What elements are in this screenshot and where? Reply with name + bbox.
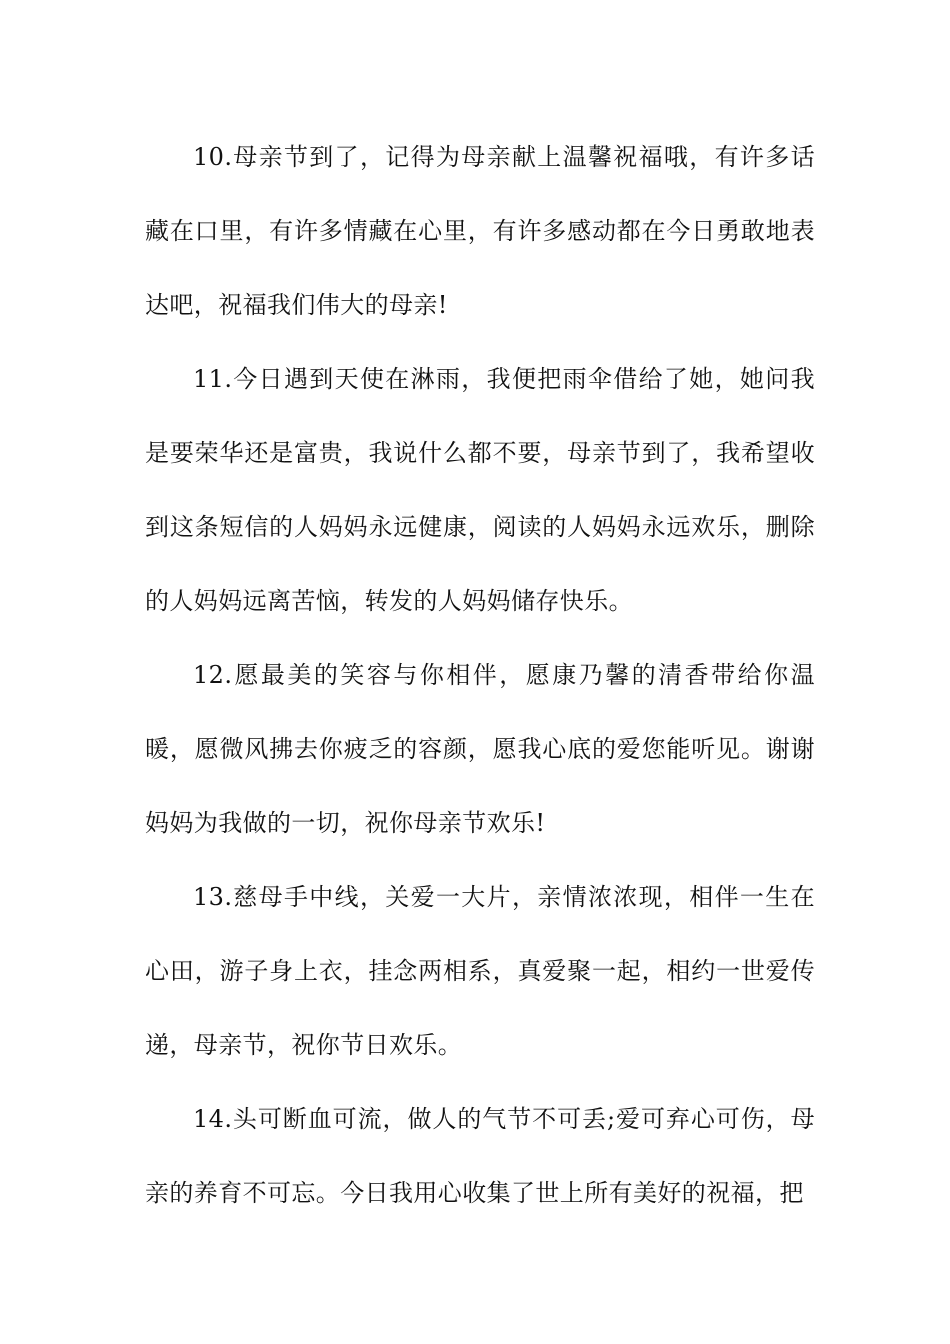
paragraph-14: 14.头可断血可流，做人的气节不可丢;爱可弃心可伤，母亲的养育不可忘。今日我用心收集了世上所有美好的祝福，把 bbox=[145, 1105, 815, 1207]
paragraph-13: 13.慈母手中线，关爱一大片，亲情浓浓现，相伴一生在心田，游子身上衣，挂念两相系，真爱聚一起，相约一世爱传递，母亲节，祝你节日欢乐。 bbox=[145, 883, 815, 1059]
document-body bbox=[145, 120, 815, 1230]
paragraph-11: 11.今日遇到天使在淋雨，我便把雨伞借给了她，她问我是要荣华还是富贵，我说什么都不要，母亲节到了，我希望收到这条短信的人妈妈永远健康，阅读的人妈妈永远欢乐，删除的人妈妈远离苦恼，转发的人妈妈储存快乐。 bbox=[145, 365, 815, 615]
paragraph-12: 12.愿最美的笑容与你相伴，愿康乃馨的清香带给你温暖，愿微风拂去你疲乏的容颜，愿我心底的爱您能听见。谢谢妈妈为我做的一切，祝你母亲节欢乐! bbox=[145, 661, 815, 837]
paragraph-10: 10.母亲节到了，记得为母亲献上温馨祝福哦，有许多话藏在口里，有许多情藏在心里，有许多感动都在今日勇敢地表达吧，祝福我们伟大的母亲! bbox=[145, 143, 815, 319]
